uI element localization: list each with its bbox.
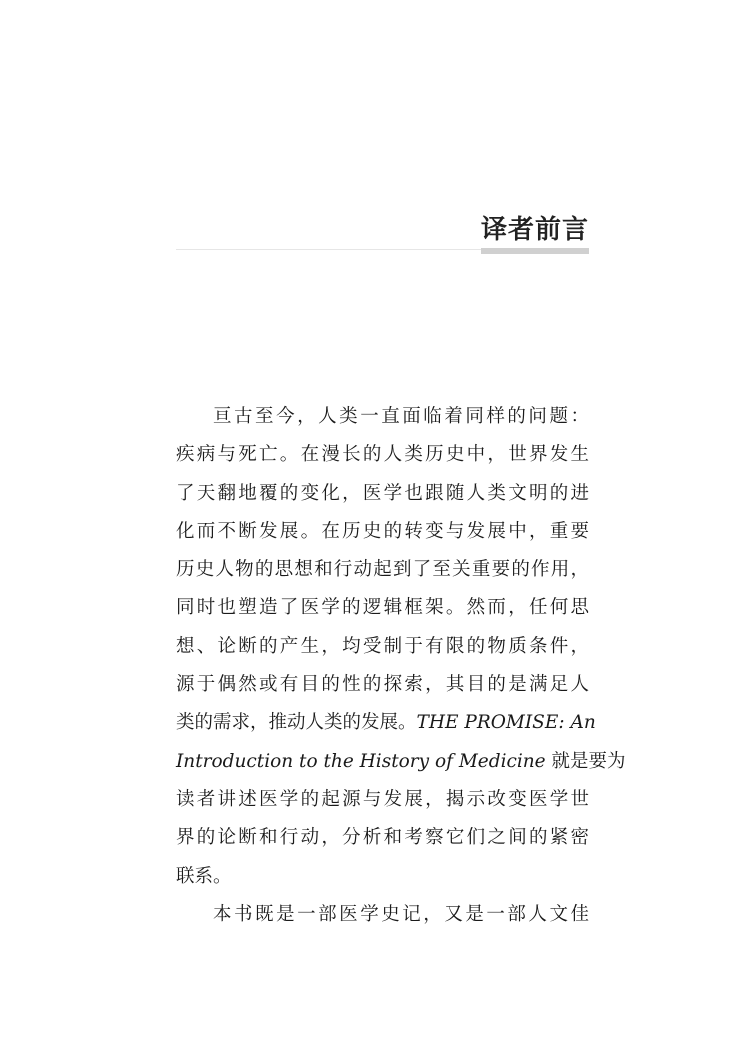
body-text xyxy=(176,398,626,934)
chapter-header xyxy=(176,208,589,250)
paragraph1-line-6: 同时也塑造了医学的逻辑框架。然而，任何思 xyxy=(176,597,589,619)
paragraph1-line-2: 疾病与死亡。在漫长的人类历史中，世界发生 xyxy=(176,444,589,466)
page-title: 译者前言 xyxy=(480,215,589,245)
paragraph1-line-8: 源于偶然或有目的性的探索，其目的是满足人 xyxy=(176,674,589,696)
title-underline xyxy=(481,248,589,254)
paragraph1-line-11: 读者讲述医学的起源与发展，揭示改变医学世 xyxy=(176,788,589,810)
title-wrap xyxy=(481,213,589,250)
paragraph1-line-7: 想、论断的产生，均受制于有限的物质条件， xyxy=(176,635,589,657)
paragraph1-line-12: 界的论断和行动，分析和考察它们之间的紧密 xyxy=(176,827,589,849)
book-title-part2: Introduction to the History of Medicine xyxy=(176,750,546,772)
paragraph1-line-5: 历史人物的思想和行动起到了至关重要的作用， xyxy=(176,559,589,581)
paragraph1-line-9 xyxy=(176,704,596,742)
line10-suffix: 就是要为 xyxy=(545,750,626,772)
paragraph1-line-3: 了天翻地覆的变化，医学也跟随人类文明的进 xyxy=(176,482,589,504)
paragraph1-line-4: 化而不断发展。在历史的转变与发展中，重要 xyxy=(176,520,589,542)
paragraph2-line-1: 本书既是一部医学史记，又是一部人文佳 xyxy=(213,903,589,925)
line9-prefix: 类的需求，推动人类的发展。 xyxy=(176,712,417,734)
paragraph1-line-10 xyxy=(176,743,626,781)
book-title-part1: THE PROMISE: An xyxy=(416,712,596,734)
paragraph1-line-1: 亘古至今，人类一直面临着同样的问题： xyxy=(213,406,589,427)
paragraph1-line-13: 联系。 xyxy=(176,865,232,887)
